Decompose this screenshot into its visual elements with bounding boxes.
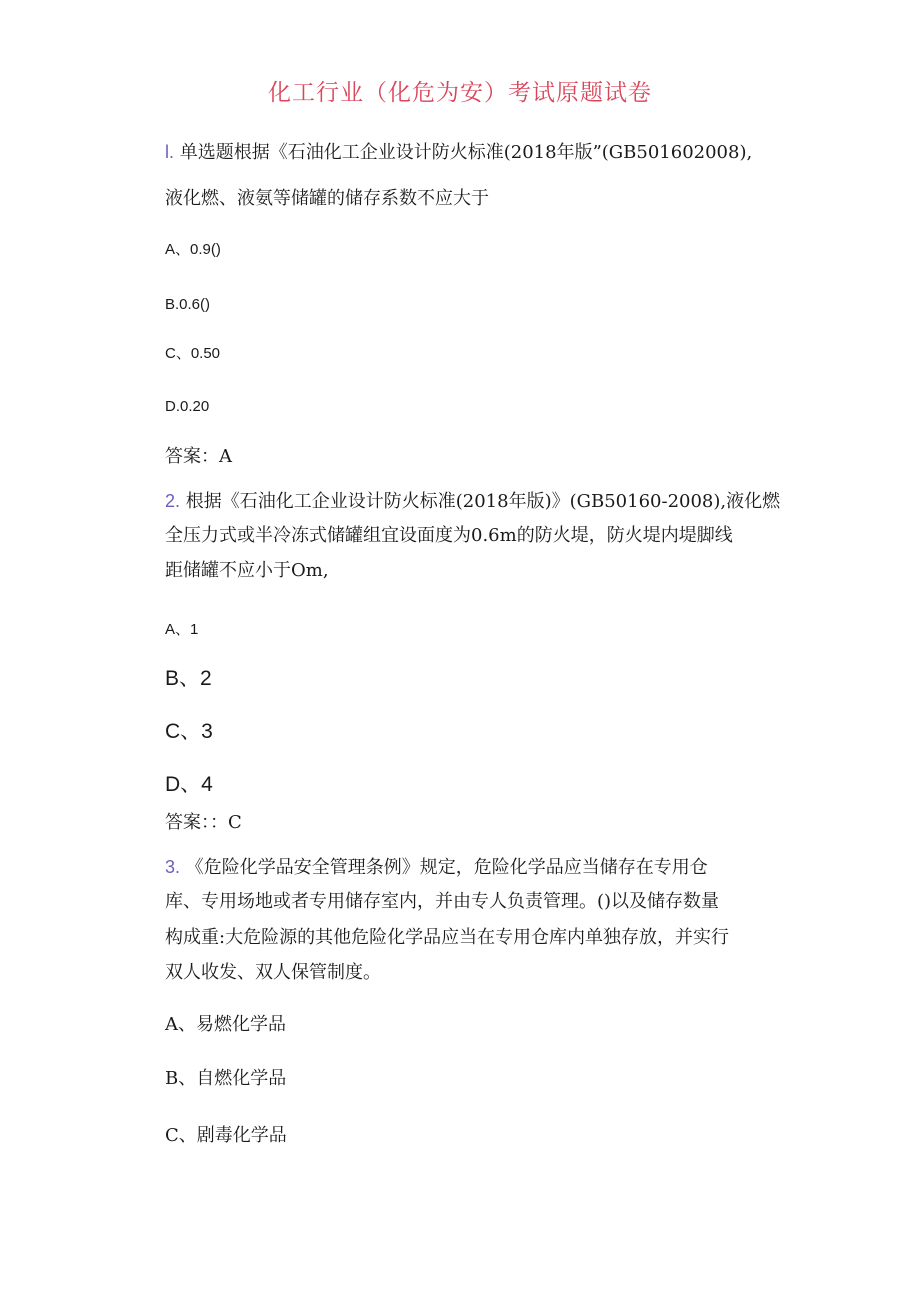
q2-text-line2: 全压力式或半冷冻式储罐组宜设面度为0.6m的防火堤，防火堤内堤脚线 <box>165 525 733 546</box>
q2-number: 2. <box>165 491 181 511</box>
q3-option-b: B、自燃化学品 <box>165 1068 287 1089</box>
page-title: 化工行业（化危为安）考试原题试卷 <box>268 80 652 106</box>
q3-text-line4: 双人收发、双人保管制度。 <box>165 962 381 983</box>
q3-text-line2: 库、专用场地或者专用储存室内，并由专人负责管理。()以及储存数量 <box>165 891 720 912</box>
q1-option-b: B.0.6() <box>165 296 211 313</box>
q1-text-line2: 液化燃、液氨等储罐的储存系数不应大于 <box>165 188 489 209</box>
q3-text-line1: 《危险化学品安全管理条例》规定，危险化学品应当储存在专用仓 <box>185 857 708 878</box>
q3-line1 <box>165 855 708 880</box>
q3-option-c: C、剧毒化学品 <box>165 1125 287 1146</box>
q2-answer: 答案：：C <box>165 812 242 833</box>
q1-line1 <box>165 140 752 165</box>
q2-option-a: A、1 <box>165 621 199 638</box>
q1-answer: 答案：A <box>165 446 232 467</box>
q2-option-b: B、2 <box>165 667 212 690</box>
q2-line1 <box>165 489 780 514</box>
q1-option-d: D.0.20 <box>165 398 210 415</box>
q2-text-line3: 距储罐不应小于Om, <box>165 560 329 581</box>
q3-option-a: A、易燃化学品 <box>165 1014 286 1035</box>
q1-text-line1: 单选题根据《石油化工企业设计防火标准(2018年版”(GB501602008), <box>179 142 753 163</box>
q2-text-line1: 根据《石油化工企业设计防火标准(2018年版)》(GB50160-2008),液化燃 <box>185 491 781 512</box>
q1-option-c: C、0.50 <box>165 345 221 362</box>
q2-option-c: C、3 <box>165 720 213 743</box>
q2-option-d: D、4 <box>165 773 213 796</box>
q1-number: l. <box>165 142 174 162</box>
q1-option-a: A、0.9() <box>165 241 221 258</box>
q3-number: 3. <box>165 857 181 877</box>
q3-text-line3: 构成重:大危险源的其他危险化学品应当在专用仓库内单独存放，并实行 <box>165 927 730 948</box>
